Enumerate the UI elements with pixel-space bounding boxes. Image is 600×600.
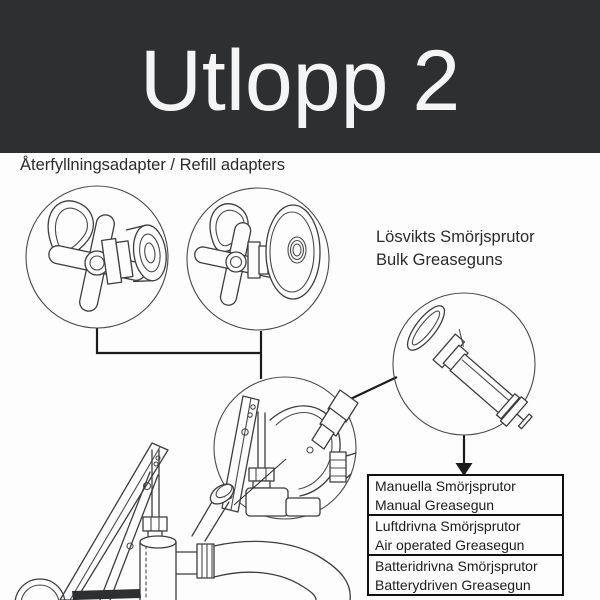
refill-adapter-2-illustration	[187, 188, 329, 330]
bulk-greasegun-illustration	[393, 293, 544, 435]
connector-lines	[97, 328, 397, 403]
bulk-greaseguns-label	[376, 226, 535, 272]
machine-drawing	[15, 443, 350, 600]
greasegun-table	[367, 474, 564, 596]
row-label-en: Air operated Greasegun	[375, 536, 525, 553]
row-label-sv: Luftdrivna Smörjsprutor	[375, 518, 521, 534]
bulk-greaseguns-label-en: Bulk Greaseguns	[376, 251, 503, 269]
table-row	[367, 474, 564, 516]
table-row	[367, 514, 564, 556]
refill-adapter-1-illustration	[26, 186, 170, 328]
row-label-en: Batterydriven Greasegun	[375, 576, 531, 593]
row-label-sv: Batteridrivna Smörjsprutor	[375, 558, 538, 574]
page-title: Utlopp 2	[139, 32, 461, 129]
row-label-sv: Manuella Smörjsprutor	[375, 478, 516, 494]
fill-point-detail-illustration	[214, 377, 358, 519]
row-label-en: Manual Greasegun	[375, 496, 495, 513]
arrow-to-table	[456, 435, 473, 476]
bulk-greaseguns-label-sv: Lösvikts Smörjsprutor	[376, 228, 535, 246]
table-row	[367, 554, 564, 596]
refill-adapters-label: Återfyllningsadapter / Refill adapters	[20, 156, 286, 174]
